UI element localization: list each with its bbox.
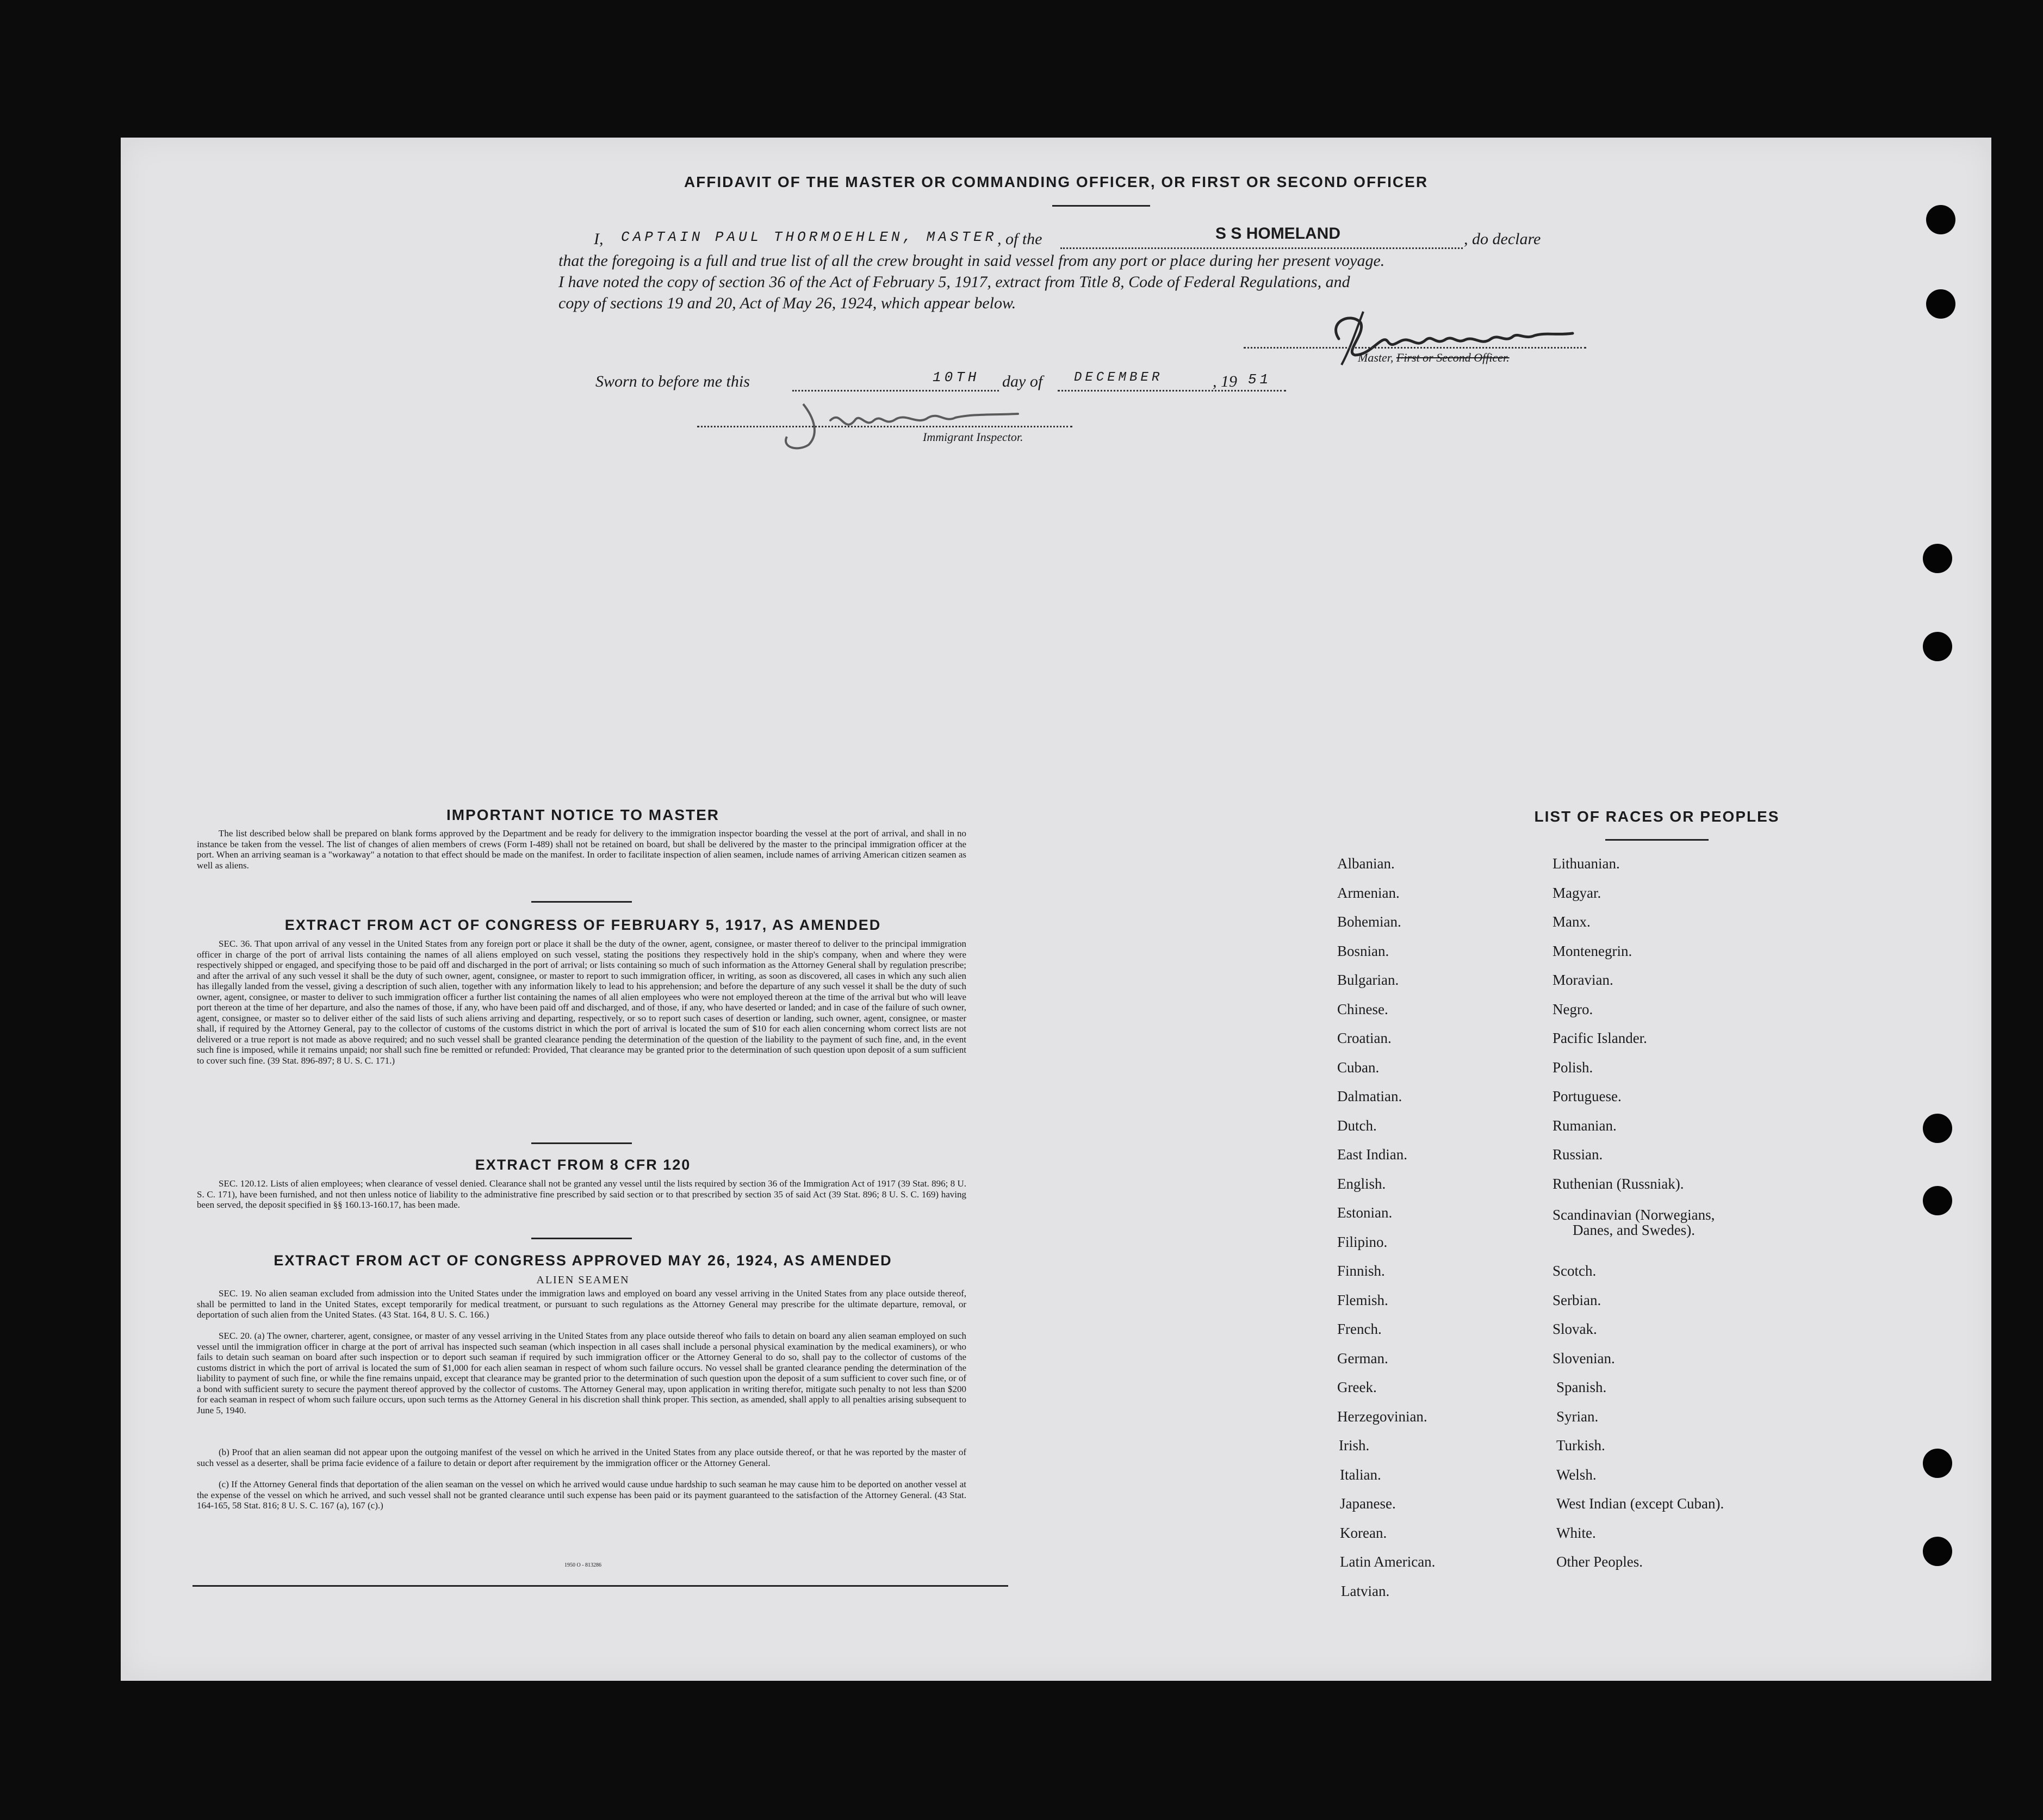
printer-mark: 1950 O - 813286 [564, 1562, 602, 1568]
race-item: Dutch. [1337, 1117, 1377, 1134]
day-of-label: day of [1002, 372, 1043, 390]
bottom-rule [192, 1585, 1008, 1587]
race-item: Flemish. [1337, 1292, 1388, 1308]
race-item: Bosnian. [1337, 943, 1389, 959]
vessel-name: S S HOMELAND [1215, 225, 1341, 243]
race-item: German. [1337, 1350, 1388, 1366]
punch-hole [1923, 544, 1952, 573]
race-item: Lithuanian. [1553, 855, 1620, 872]
declarant-name: CAPTAIN PAUL THORMOEHLEN, MASTER [621, 229, 997, 245]
declaration-line3: I have noted the copy of section 36 of the Act of February 5, 1917, extract from Title 8, Code of Federal Regulations, and [558, 273, 1350, 291]
race-item: Portuguese. [1553, 1088, 1622, 1104]
sworn-month: DECEMBER [1074, 370, 1163, 385]
race-item: Latin American. [1340, 1554, 1436, 1570]
race-item: Dalmatian. [1337, 1088, 1402, 1104]
punch-hole [1923, 632, 1952, 661]
punch-hole [1923, 1186, 1952, 1215]
race-item: Irish. [1339, 1437, 1370, 1453]
punch-hole [1926, 205, 1955, 234]
sworn-prefix: Sworn to before me this [595, 372, 750, 390]
race-item: Ruthenian (Russniak). [1553, 1176, 1684, 1192]
race-item: Japanese. [1340, 1495, 1396, 1512]
extract-1924-sec20a: SEC. 20. (a) The owner, charterer, agent, consignee, or master of any vessel arriving in the United States from any place outside thereof who fails to detain on board any alien seaman employed on such vessel until the immigration officer in charge at the port of arrival has inspected such seaman (which inspection in all cases shall include a personal physical examination by the medical examiners), or who fails to detain such seaman on board after such inspection or to deport such seaman if required by such immigration officer or the Attorney General to do so, shall pay to the collector of customs of the customs district in which the port of arrival is located the sum of $1,000 for each alien seaman in respect of whom such failure occurs. No vessel shall be granted clearance pending the determination of the liability to payment of such fine, or while the fine remains unpaid, except that clearance may be granted prior to the determination of such question upon the deposit of a sum sufficient to cover such fine, or of a bond with sufficient surety to secure the payment thereof approved by the collector of customs. The Attorney General may, upon application in writing therefor, mitigate such penalty to not less than $200 for each seaman in respect of whom such failure occurs, upon such terms as the Attorney General in his discretion shall think proper. This section, as amended, shall apply to all penalties arising subsequent to June 5, 1940. [197, 1331, 966, 1415]
master-signature-line [1244, 347, 1586, 349]
race-item: Montenegrin. [1553, 943, 1632, 959]
punch-hole [1923, 1114, 1952, 1143]
declaration-line2: that the foregoing is a full and true list of all the crew brought in said vessel from any port or place during her present voyage. [558, 252, 1385, 270]
race-item: French. [1337, 1321, 1382, 1337]
race-item: Danes, and Swedes). [1573, 1222, 1695, 1238]
race-item: Scandinavian (Norwegians, [1553, 1207, 1715, 1223]
race-item: Slovak. [1553, 1321, 1597, 1337]
extract-1924-sec20b: (b) Proof that an alien seaman did not appear upon the outgoing manifest of the vessel on which he arrived in the United States from any place outside thereof, or that he was reported by the master of such vessel as a deserter, shall be prima facie evidence of a failure to detain or deport after requirement by the immigration officer or the Attorney General. [197, 1447, 966, 1468]
affidavit-page [121, 138, 1991, 1681]
extract-1917-title: EXTRACT FROM ACT OF CONGRESS OF FEBRUARY 5, 1917, AS AMENDED [284, 917, 881, 933]
year-prefix: , 19 [1213, 372, 1237, 390]
extract-1917-text: SEC. 36. That upon arrival of any vessel in the United States from any foreign port or place it shall be the duty of the owner, agent, consignee, or master thereof to deliver to the principal immigration officer in charge of the port of arrival lists containing the names of all aliens employed on such vessel, stating the positions they respectively hold in the ship's company, when and where they were respectively shipped or engaged, and specifying those to be paid off and discharged in the port of arrival; or lists containing so much of such information as the Attorney General shall by regulation prescribe; and after the arrival of any such vessel it shall be the duty of such owner, agent, consignee, or master to report to such immigration officer, in writing, as soon as discovered, all cases in which any such alien has illegally landed from the vessel, giving a description of such alien, together with any information likely to lead to his apprehension; and before the departure of any such vessel it shall be the duty of such owner, agent, consignee, or master to deliver to such immigration officer a further list containing the names of all alien employees who were not employed thereon at the time of the arrival but who will leave port thereon at the time of her departure, and also the names of those, if any, who have been paid off and discharged, and of those, if any, who have deserted or landed; and in case of the failure of such owner, agent, consignee, or master so to deliver either of the said lists of such aliens arriving and departing, respectively, or so to report such cases of desertion or landing, such owner, agent, consignee, or master shall, if required by the Attorney General, pay to the collector of customs of the customs district in which the port of arrival is located the sum of $10 for each alien concerning whom correct lists are not delivered or a true report is not made as above required; and no such vessel shall be granted clearance pending the determination of the question of the liability to the payment of such fine, and, in the event such fine is imposed, while it remains unpaid; nor shall such fine be remitted or refunded: Provided, That clearance may be granted prior to the determination of such question upon deposit of a sum sufficient to cover such fine. (39 Stat. 896-897; 8 U. S. C. 171.) [197, 939, 966, 1066]
race-item: Turkish. [1556, 1437, 1605, 1453]
race-item: Latvian. [1341, 1583, 1390, 1599]
race-item: English. [1337, 1176, 1386, 1192]
affidavit-title: AFFIDAVIT OF THE MASTER OR COMMANDING OFFICER, OR FIRST OR SECOND OFFICER [684, 173, 1429, 190]
title-divider [1052, 205, 1150, 207]
race-item: Greek. [1337, 1379, 1377, 1395]
master-caption-a: Master, [1358, 351, 1394, 364]
race-item: Estonian. [1337, 1204, 1393, 1221]
inspector-signature-line [697, 426, 1072, 427]
race-item: West Indian (except Cuban). [1556, 1495, 1724, 1512]
line1-start: I, [594, 230, 604, 248]
race-item: Finnish. [1337, 1263, 1385, 1279]
notice-title: IMPORTANT NOTICE TO MASTER [446, 806, 720, 823]
extract-1924-sec20c: (c) If the Attorney General finds that deportation of the alien seaman on the vessel on which he arrived would cause undue hardship to such seaman he may cause him to be deported on another vessel at the expense of the vessel on which he arrived, and such vessel shall not be granted clearance until such expense has been paid or its payment guaranteed to the satisfaction of the Attorney General. (43 Stat. 164-165, 58 Stat. 816; 8 U. S. C. 167 (a), 167 (c).) [197, 1479, 966, 1511]
race-item: Syrian. [1556, 1408, 1599, 1425]
race-item: Serbian. [1553, 1292, 1601, 1308]
races-title: LIST OF RACES OR PEOPLES [1534, 808, 1780, 825]
master-caption [1358, 351, 1510, 365]
punch-hole [1926, 289, 1955, 319]
day-dots [792, 390, 999, 392]
race-item: Chinese. [1337, 1001, 1388, 1017]
race-item: Herzegovinian. [1337, 1408, 1427, 1425]
month-dots [1058, 390, 1286, 392]
race-item: Italian. [1340, 1467, 1381, 1483]
race-item: Cuban. [1337, 1059, 1380, 1076]
race-item: Albanian. [1337, 855, 1395, 872]
sworn-day: 10TH [933, 369, 980, 386]
extract-1917-divider [531, 1142, 632, 1144]
extract-1924-subtitle: ALIEN SEAMEN [536, 1274, 630, 1286]
vessel-dots [1060, 247, 1463, 249]
extract-cfr-title: EXTRACT FROM 8 CFR 120 [475, 1157, 691, 1173]
do-declare-label: , do declare [1464, 230, 1541, 248]
race-item: Armenian. [1337, 885, 1400, 901]
of-the-label: , of the [997, 230, 1042, 248]
race-item: Filipino. [1337, 1234, 1388, 1250]
race-item: Russian. [1553, 1146, 1603, 1163]
race-item: Magyar. [1553, 885, 1601, 901]
punch-hole [1923, 1537, 1952, 1566]
declaration-line4: copy of sections 19 and 20, Act of May 26, 1924, which appear below. [558, 294, 1016, 312]
race-item: White. [1556, 1525, 1596, 1541]
extract-1924-sec19: SEC. 19. No alien seaman excluded from admission into the United States under the immigration laws and employed on board any vessel arriving in the United States from any place outside thereof, shall be permitted to land in the United States, except temporarily for medical treatment, or pursuant to such regulations as the Attorney General may prescribe for the ultimate departure, removal, or deportation of such alien from the United States. (43 Stat. 164, 8 U. S. C. 166.) [197, 1288, 966, 1320]
race-item: Negro. [1553, 1001, 1593, 1017]
race-item: Other Peoples. [1556, 1554, 1643, 1570]
race-item: East Indian. [1337, 1146, 1407, 1163]
sworn-line [595, 369, 1357, 394]
notice-text: The list described below shall be prepared on blank forms approved by the Department and be ready for delivery to the immigration inspector boarding the vessel at the port of arrival, and shall in no instance be taken from the vessel. The list of changes of alien members of crews (Form I-489) shall not be retained on board, but shall be delivered by the master to the principal immigration officer at the port. When an arriving seaman is a "workaway" a notation to that effect should be made on the manifest. In order to facilitate inspection of alien seamen, include names of arriving American citizen seamen as well as aliens. [197, 828, 966, 871]
race-item: Spanish. [1556, 1379, 1607, 1395]
race-item: Moravian. [1553, 972, 1613, 988]
race-item: Bulgarian. [1337, 972, 1399, 988]
extract-cfr-divider [531, 1238, 632, 1239]
race-item: Scotch. [1553, 1263, 1597, 1279]
notice-divider [531, 901, 632, 903]
race-item: Polish. [1553, 1059, 1593, 1076]
inspector-caption: Immigrant Inspector. [923, 430, 1023, 444]
race-item: Rumanian. [1553, 1117, 1617, 1134]
race-item: Korean. [1340, 1525, 1387, 1541]
extract-cfr-text: SEC. 120.12. Lists of alien employees; when clearance of vessel denied. Clearance shall not be granted any vessel until the lists required by section 36 of the Immigration Act of 1917 (39 Stat. 896; 8 U. S. C. 171), have been furnished, and not then unless notice of liability to the administrative fine prescribed by said section or to that prescribed by section 35 of said Act (39 Stat. 896; 8 U. S. C. 169) having been served, the deposit specified in §§ 160.13-160.17, has been made. [197, 1178, 966, 1210]
race-item: Slovenian. [1553, 1350, 1615, 1366]
punch-hole [1923, 1449, 1952, 1478]
race-item: Welsh. [1556, 1467, 1597, 1483]
sworn-year: 51 [1248, 371, 1272, 388]
race-item: Croatian. [1337, 1030, 1392, 1046]
race-item: Manx. [1553, 914, 1591, 930]
extract-1924-title: EXTRACT FROM ACT OF CONGRESS APPROVED MAY 26, 1924, AS AMENDED [274, 1252, 892, 1269]
declaration-line1 [594, 225, 1725, 253]
master-caption-b: First or Second Officer. [1396, 351, 1510, 364]
race-item: Pacific Islander. [1553, 1030, 1647, 1046]
race-item: Bohemian. [1337, 914, 1401, 930]
races-divider [1605, 839, 1709, 841]
